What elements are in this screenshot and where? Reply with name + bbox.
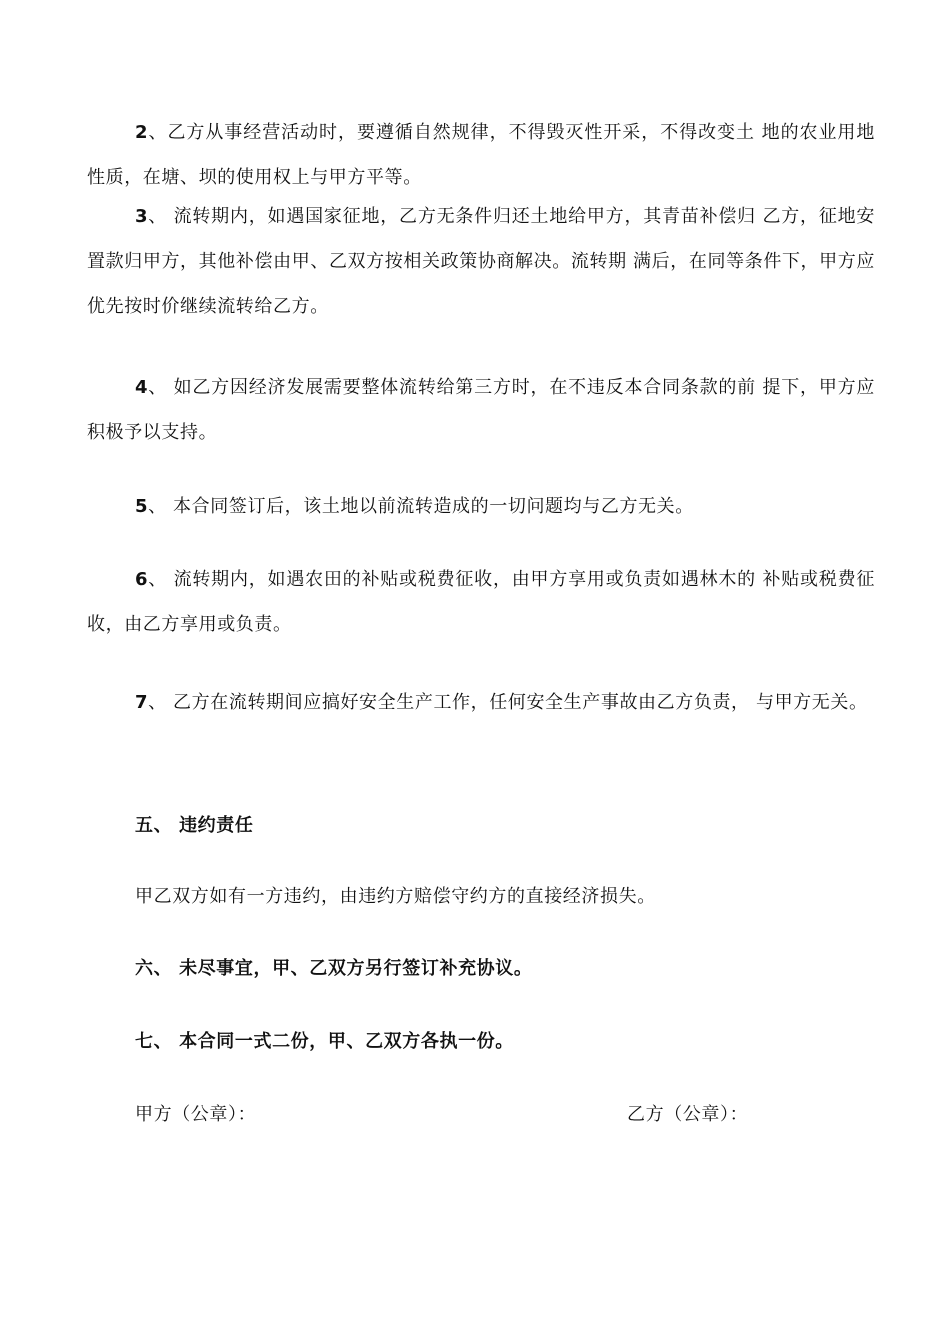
section-5-body: 甲乙双方如有一方违约，由违约方赔偿守约方的直接经济损失。 xyxy=(135,886,656,907)
clause-number: 3 xyxy=(135,206,149,227)
clause-text: 流转期内，如遇国家征地，乙方无条件归还土地给甲方，其青苗补偿归 乙方，征地安置款归甲方，其他补偿由甲、乙双方按相关政策协商解决。流转期 满后，在同等条件下，甲方应优先按时价继续流转给乙方。 xyxy=(87,206,875,317)
party-a-seal-label: 甲方（公章）： xyxy=(135,1104,257,1125)
clause-text: 如乙方因经济发展需要整体流转给第三方时，在不违反本合同条款的前 提下，甲方应积极予以支持。 xyxy=(87,377,875,443)
clause-text: 乙方从事经营活动时，要遵循自然规律，不得毁灭性开采，不得改变土 地的农业用地性质，在塘、坝的使用权上与甲方平等。 xyxy=(87,122,875,188)
clause-4 xyxy=(87,365,875,455)
clause-separator: 、 xyxy=(148,692,174,713)
clause-separator: 、 xyxy=(148,377,174,398)
section-5-heading: 五、 违约责任 xyxy=(135,815,254,836)
clause-text: 乙方在流转期间应搞好安全生产工作，任何安全生产事故由乙方负责， 与甲方无关。 xyxy=(173,692,868,713)
clause-separator: 、 xyxy=(148,122,168,143)
clause-separator: 、 xyxy=(148,569,174,590)
clause-text: 本合同签订后，该土地以前流转造成的一切问题均与乙方无关。 xyxy=(173,496,694,517)
clause-6 xyxy=(87,557,875,647)
clause-number: 2 xyxy=(135,122,149,143)
party-b-seal-label: 乙方（公章）： xyxy=(627,1104,749,1125)
section-6-heading: 六、 未尽事宜，甲、乙双方另行签订补充协议。 xyxy=(135,958,533,979)
clause-separator: 、 xyxy=(148,496,174,517)
clause-2 xyxy=(87,110,875,200)
clause-text: 流转期内，如遇农田的补贴或税费征收，由甲方享用或负责如遇林木的 补贴或税费征收，由乙方享用或负责。 xyxy=(87,569,875,635)
clause-7 xyxy=(87,680,875,725)
clause-number: 5 xyxy=(135,496,149,517)
clause-number: 7 xyxy=(135,692,149,713)
clause-5 xyxy=(87,484,875,529)
clause-number: 6 xyxy=(135,569,149,590)
clause-3 xyxy=(87,194,875,329)
clause-separator: 、 xyxy=(148,206,174,227)
clause-number: 4 xyxy=(135,377,149,398)
section-7-heading: 七、 本合同一式二份，甲、乙双方各执一份。 xyxy=(135,1031,514,1052)
